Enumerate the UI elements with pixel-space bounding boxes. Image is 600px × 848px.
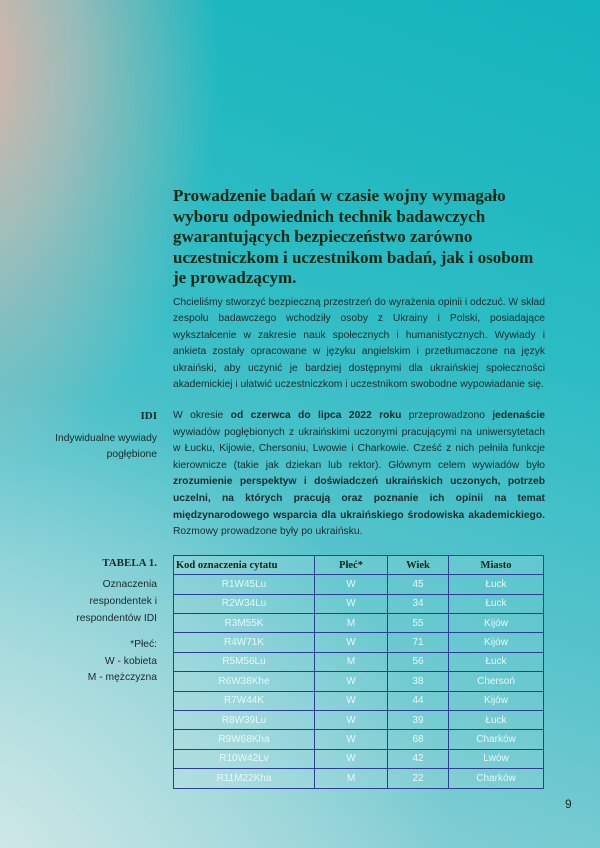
intro-left-column xyxy=(40,186,157,394)
table-cell: Łuck xyxy=(449,594,544,613)
table-cell: 22 xyxy=(388,769,449,788)
table-cell: Kijów xyxy=(449,691,544,710)
idi-label: IDI xyxy=(140,410,157,423)
table-section xyxy=(40,555,545,789)
text: Rozmowy prowadzone były po ukraińsku. xyxy=(173,526,363,538)
respondents-table xyxy=(173,555,544,789)
table-cell: W xyxy=(315,672,388,691)
table-cell: R9W68Kha xyxy=(174,730,315,749)
table-cell: 42 xyxy=(388,749,449,768)
table-header-row xyxy=(174,555,544,574)
idi-section xyxy=(40,408,545,541)
text: wywiadów pogłębionych z ukraińskimi uczonymi pracującymi na uniwersytetach w Łucku, Kijowie, Chersoniu, Lwowie i Charkowie. Cześć z nich pełniła funkcje kierownicze (takie jak dziekan lub rektor). Głównym celem wywiadów było xyxy=(173,426,545,471)
table-caption: Oznaczenia respondentek i respondentów IDI xyxy=(76,579,157,624)
table-cell: R4W71K xyxy=(174,633,315,652)
table-cell: W xyxy=(315,594,388,613)
table-row xyxy=(174,749,544,768)
table-cell: Charków xyxy=(449,730,544,749)
page-number: 9 xyxy=(565,797,572,811)
table-cell: M xyxy=(315,769,388,788)
table-label: TABELA 1. xyxy=(102,556,157,569)
table-cell: Charków xyxy=(449,769,544,788)
legend-w: W - kobieta xyxy=(104,655,157,667)
idi-sublabel: Indywidualne wywiady pogłębione xyxy=(55,432,157,461)
table-cell: R6W38Khe xyxy=(174,672,315,691)
table-cell: Lwów xyxy=(449,749,544,768)
text: W okresie xyxy=(173,410,231,422)
table-cell: 44 xyxy=(388,691,449,710)
table-cell: 38 xyxy=(388,672,449,691)
page-heading: Prowadzenie badań w czasie wojny wymagało wyboru odpowiednich technik badawczych gwarantujących bezpieczeństwo zarówno uczestniczkom i uczestnikom badań, jak i osobom je prowadzącym. xyxy=(173,186,534,287)
table-cell: R3M55K xyxy=(174,613,315,632)
table-cell: Kijów xyxy=(449,633,544,652)
column-header: Kod oznaczenia cytatu xyxy=(174,555,315,574)
table-cell: 71 xyxy=(388,633,449,652)
table-cell: W xyxy=(315,730,388,749)
table-cell: 45 xyxy=(388,575,449,594)
intro-paragraph: Chcieliśmy stworzyć bezpieczną przestrzeń do wyrażenia opinii i odczuć. W skład zespołu badawczego wchodziły osoby z Ukrainy i Polski, posiadające wykształcenie w zakresie nauk społecznych i humanistycznych. Wywiady i ankieta zostały opracowane w języku angielskim i przetłumaczone na język ukraiński, aby uczynić je bardziej dostępnymi dla ukraińskiej społeczności akademickiej i ułatwić uczestniczkom i uczestnikom swobodne wypowiadanie się. xyxy=(173,296,545,391)
table-cell: Łuck xyxy=(449,652,544,671)
table-cell: W xyxy=(315,710,388,729)
table-cell: Łuck xyxy=(449,575,544,594)
table-cell: 55 xyxy=(388,613,449,632)
intro-section xyxy=(40,186,545,394)
idi-left-column xyxy=(40,408,157,541)
table-cell: M xyxy=(315,652,388,671)
intro-right-column xyxy=(173,186,545,394)
table-cell: 39 xyxy=(388,710,449,729)
table-cell: R7W44K xyxy=(174,691,315,710)
table-row xyxy=(174,730,544,749)
table-cell: Kijów xyxy=(449,613,544,632)
table-cell: M xyxy=(315,613,388,632)
column-header: Miasto xyxy=(449,555,544,574)
column-header: Płeć* xyxy=(315,555,388,574)
table-cell: W xyxy=(315,575,388,594)
idi-paragraph xyxy=(173,408,545,541)
table-cell: W xyxy=(315,691,388,710)
table-row xyxy=(174,594,544,613)
text: przeprowadzono xyxy=(401,410,493,422)
table-row xyxy=(174,652,544,671)
legend-m: M - mężczyzna xyxy=(87,672,157,684)
bold-text: jedenaście xyxy=(492,410,545,422)
table-cell: R5M56Lu xyxy=(174,652,315,671)
bold-text: od czerwca do lipca 2022 roku xyxy=(230,410,402,422)
table-cell: R1W45Lu xyxy=(174,575,315,594)
table-row xyxy=(174,613,544,632)
table-cell: R11M22Kha xyxy=(174,769,315,788)
table-cell: 68 xyxy=(388,730,449,749)
table-cell: R8W39Lu xyxy=(174,710,315,729)
table-row xyxy=(174,575,544,594)
page-content xyxy=(40,186,545,789)
table-cell: R10W42Lv xyxy=(174,749,315,768)
legend-title: *Płeć: xyxy=(130,639,157,651)
table-cell: W xyxy=(315,633,388,652)
table-cell: W xyxy=(315,749,388,768)
table-row xyxy=(174,633,544,652)
table-cell: R2W34Lu xyxy=(174,594,315,613)
table-row xyxy=(174,710,544,729)
bold-text: zrozumienie perspektyw i doświadczeń ukraińskich uczonych, potrzeb uczelni, na których pracują oraz poznanie ich opinii na temat międzynarodowego wsparcia dla ukraińskiego środowiska akademickiego. xyxy=(173,476,545,521)
table-cell: 34 xyxy=(388,594,449,613)
table-left-column xyxy=(40,555,157,789)
table-row xyxy=(174,672,544,691)
column-header: Wiek xyxy=(388,555,449,574)
table-cell: Łuck xyxy=(449,710,544,729)
table-row xyxy=(174,769,544,788)
table-cell: 56 xyxy=(388,652,449,671)
table-cell: Chersoń xyxy=(449,672,544,691)
table-row xyxy=(174,691,544,710)
